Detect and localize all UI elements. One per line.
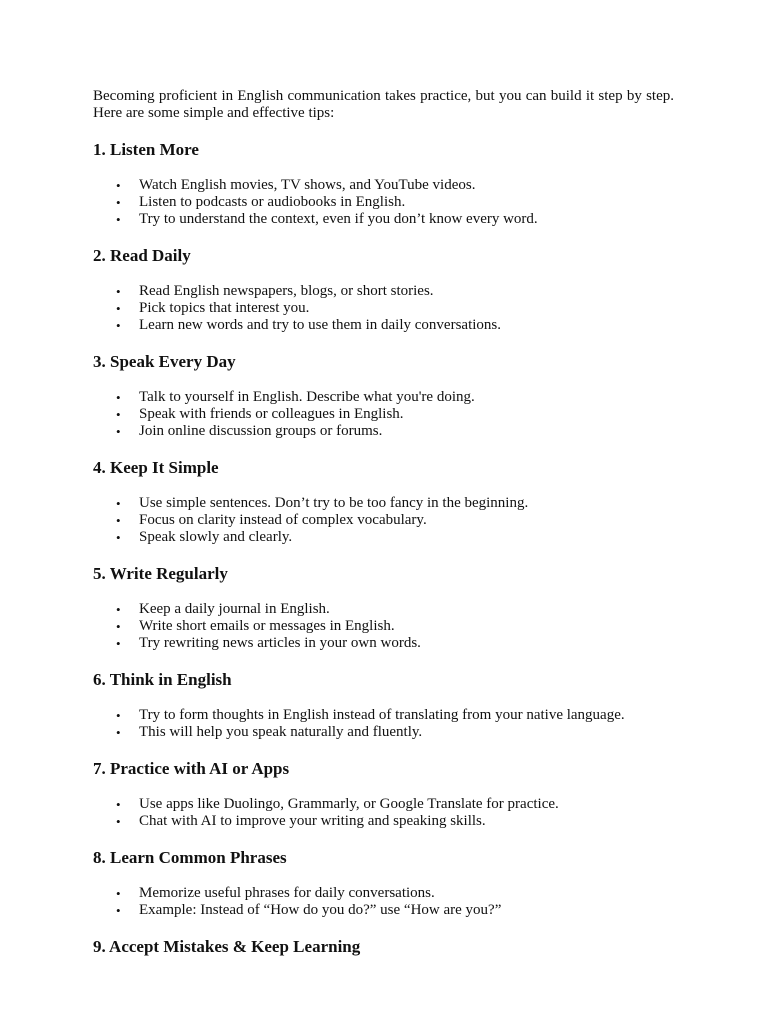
bullet-icon: • — [116, 318, 121, 333]
bullet-icon: • — [116, 424, 121, 439]
tips-list-keep-it-simple — [93, 495, 674, 546]
bullet-icon: • — [116, 513, 121, 528]
list-item: • Speak slowly and clearly. — [116, 529, 293, 545]
bullet-icon: • — [116, 195, 121, 210]
tips-list-write-regularly — [93, 601, 674, 652]
list-item: • Chat with AI to improve your writing and speaking skills. — [116, 813, 486, 829]
bullet-icon: • — [116, 886, 121, 901]
section-title-write-regularly: 5. Write Regularly — [93, 564, 228, 583]
bullet-icon: • — [116, 725, 121, 740]
list-item: • Focus on clarity instead of complex vocabulary. — [116, 512, 427, 528]
list-item: • Read English newspapers, blogs, or short stories. — [116, 283, 434, 299]
tips-list-practice-with-ai — [93, 796, 674, 830]
list-item: • Join online discussion groups or forums. — [116, 423, 383, 439]
section-title-accept-mistakes: 9. Accept Mistakes & Keep Learning — [93, 937, 361, 956]
section-title-speak-every-day: 3. Speak Every Day — [93, 352, 236, 371]
list-item: • Try to understand the context, even if you don’t know every word. — [116, 211, 538, 227]
tips-list-think-in-english — [93, 707, 674, 741]
bullet-icon: • — [116, 301, 121, 316]
bullet-icon: • — [116, 708, 121, 723]
bullet-icon: • — [116, 814, 121, 829]
bullet-icon: • — [116, 496, 121, 511]
list-item: • This will help you speak naturally and fluently. — [116, 724, 423, 740]
list-item: • Learn new words and try to use them in daily conversations. — [116, 317, 501, 333]
tips-list-speak-every-day — [93, 389, 674, 440]
document-page — [93, 88, 674, 974]
list-item: • Memorize useful phrases for daily conversations. — [116, 885, 435, 901]
section-title-read-daily: 2. Read Daily — [93, 246, 191, 265]
section-title-practice-with-ai: 7. Practice with AI or Apps — [93, 759, 290, 778]
list-item: • Watch English movies, TV shows, and YouTube videos. — [116, 177, 476, 193]
bullet-icon: • — [116, 602, 121, 617]
tips-list-learn-common-phrases — [93, 885, 674, 919]
section-title-think-in-english: 6. Think in English — [93, 670, 232, 689]
section-title-keep-it-simple: 4. Keep It Simple — [93, 458, 219, 477]
bullet-icon: • — [116, 390, 121, 405]
tips-list-read-daily — [93, 283, 674, 334]
section-title-listen-more: 1. Listen More — [93, 140, 199, 159]
list-item: • Talk to yourself in English. Describe what you're doing. — [116, 389, 475, 405]
bullet-icon: • — [116, 284, 121, 299]
list-item: • Use simple sentences. Don’t try to be too fancy in the beginning. — [116, 495, 529, 511]
bullet-icon: • — [116, 797, 121, 812]
bullet-icon: • — [116, 619, 121, 634]
list-item: • Use apps like Duolingo, Grammarly, or Google Translate for practice. — [116, 796, 559, 812]
list-item: • Write short emails or messages in English. — [116, 618, 395, 634]
bullet-icon: • — [116, 530, 121, 545]
bullet-icon: • — [116, 178, 121, 193]
list-item: • Example: Instead of “How do you do?” use “How are you?” — [116, 902, 502, 918]
intro-paragraph: Becoming proficient in English communication takes practice, but you can build it step by step. Here are some simple and effective tips: — [93, 88, 674, 121]
bullet-icon: • — [116, 407, 121, 422]
list-item: • Speak with friends or colleagues in English. — [116, 406, 404, 422]
list-item: • Keep a daily journal in English. — [116, 601, 330, 617]
list-item: • Try to form thoughts in English instead of translating from your native language. — [116, 707, 625, 723]
bullet-icon: • — [116, 636, 121, 651]
list-item: • Listen to podcasts or audiobooks in English. — [116, 194, 406, 210]
list-item: • Try rewriting news articles in your own words. — [116, 635, 421, 651]
bullet-icon: • — [116, 903, 121, 918]
tips-list-listen-more — [93, 177, 674, 228]
section-title-learn-common-phrases: 8. Learn Common Phrases — [93, 848, 287, 867]
list-item: • Pick topics that interest you. — [116, 300, 310, 316]
bullet-icon: • — [116, 212, 121, 227]
